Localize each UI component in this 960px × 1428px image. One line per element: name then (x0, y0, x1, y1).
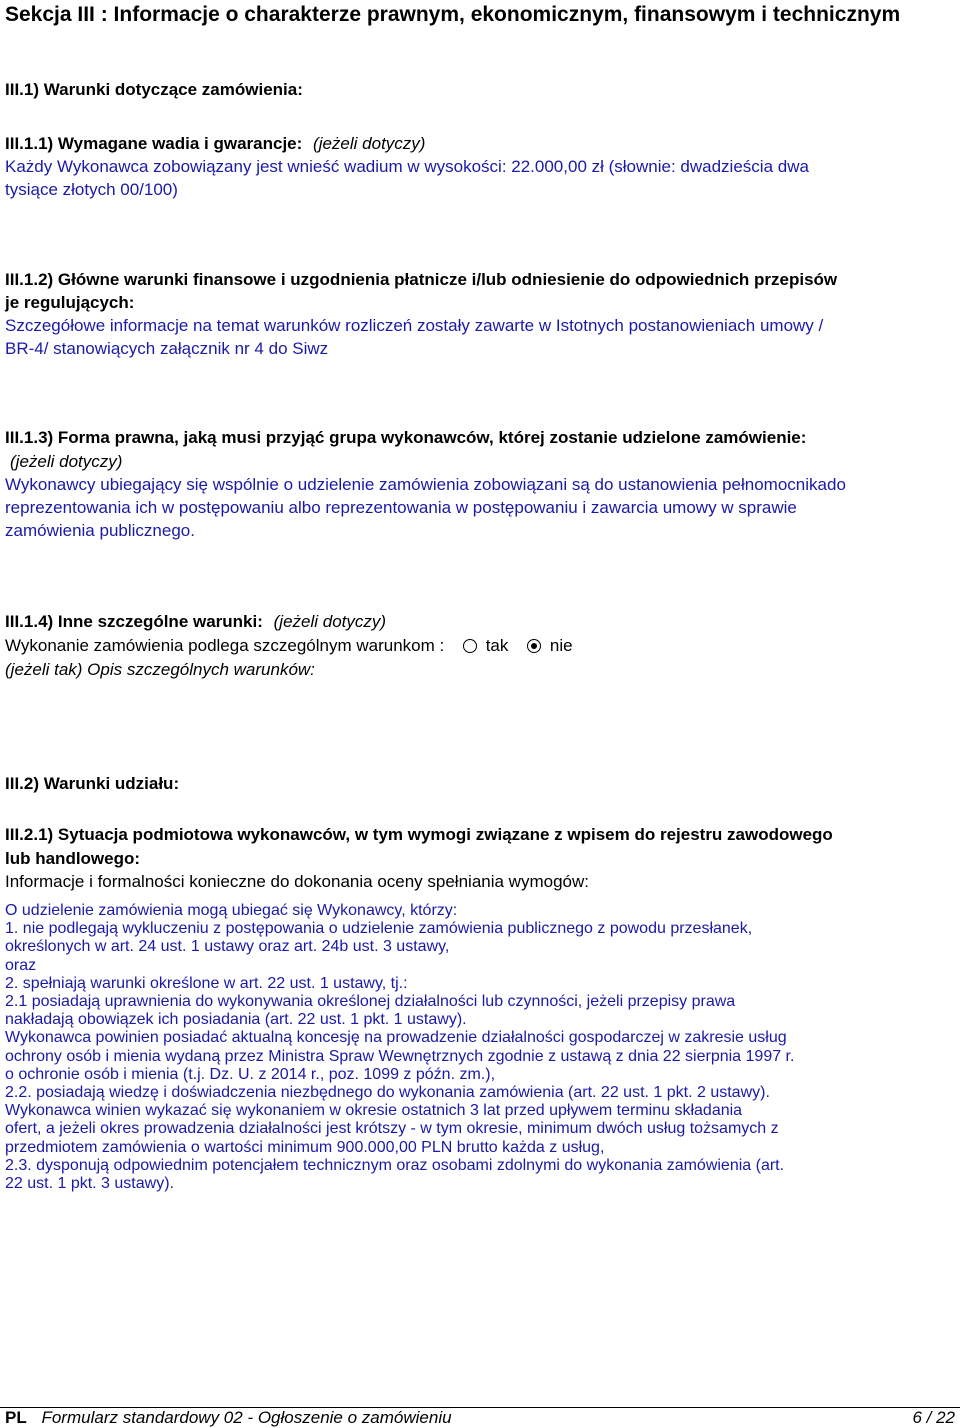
heading-III-1-2-line2: je regulujących: (5, 293, 135, 312)
heading-III-1-4-note: (jeżeli dotyczy) (273, 612, 387, 631)
heading-III-2: III.2) Warunki udziału: (5, 774, 180, 793)
section-title: Sekcja III : Informacje o charakterze prawnym, ekonomicznym, finansowym i technicznym (5, 3, 901, 26)
requirements-line: nakładają obowiązek ich posiadania (art. 22 ust. 1 pkt. 1 ustawy). (5, 1011, 467, 1029)
footer-left (5, 1408, 452, 1428)
legal-form-line-1: Wykonawcy ubiegający się wspólnie o udzielenie zamówienia zobowiązani są do ustanowienia pełnomocnikado (5, 475, 846, 494)
wadium-line-2: tysiące złotych 00/100) (5, 180, 178, 199)
requirements-intro: Informacje i formalności konieczne do dokonania oceny spełniania wymogów: (5, 872, 589, 891)
requirements-line: przedmiotem zamówienia o wartości minimum 900.000,00 PLN brutto każda z usług, (5, 1138, 605, 1156)
heading-III-1-1-note: (jeżeli dotyczy) (313, 134, 426, 153)
requirements-line: Wykonawca powinien posiadać aktualną koncesję na prowadzenie działalności gospodarczej w zakresie usług (5, 1029, 787, 1047)
requirements-line: 22 ust. 1 pkt. 3 ustawy). (5, 1175, 174, 1193)
radio-tak-label: tak (485, 636, 509, 655)
wadium-line-1: Każdy Wykonawca zobowiązany jest wnieść wadium w wysokości: 22.000,00 zł (słownie: dwadzieścia dwa (5, 157, 809, 176)
special-conditions-row (5, 636, 573, 656)
finance-line-1: Szczegółowe informacje na temat warunków rozliczeń zostały zawarte w Istotnych postanowieniach umowy / (5, 316, 824, 335)
footer-page-number: 6 / 22 (912, 1408, 955, 1427)
requirements-line: ochrony osób i mienia wydaną przez Ministra Spraw Wewnętrznych zgodnie z ustawą z dnia 22 sierpnia 1997 r. (5, 1047, 795, 1065)
special-conditions-question: Wykonanie zamówienia podlega szczególnym warunkom : (5, 636, 445, 655)
requirements-line: O udzielenie zamówienia mogą ubiegać się Wykonawcy, którzy: (5, 902, 458, 919)
requirements-line: 2. spełniają warunki określone w art. 22 ust. 1 ustawy, tj.: (5, 974, 408, 992)
legal-form-line-2: reprezentowania ich w postępowaniu albo reprezentowania w postępowaniu i zawarcia umowy w sprawie (5, 498, 797, 517)
requirements-line: oraz (5, 956, 37, 974)
requirements-line: Wykonawca winien wykazać się wykonaniem w okresie ostatnich 3 lat przed upływem terminu składania (5, 1102, 743, 1120)
requirements-line: 2.1 posiadają uprawnienia do wykonywania określonej działalności lub czynności, jeżeli przepisy prawa (5, 993, 736, 1011)
heading-III-2-1-line2: lub handlowego: (5, 849, 141, 868)
heading-III-1-4-text: III.1.4) Inne szczególne warunki: (5, 612, 263, 631)
heading-III-1-3: III.1.3) Forma prawna, jaką musi przyjąć grupa wykonawców, której zostanie udzielone zamówienie: (5, 428, 807, 447)
radio-nie-label: nie (549, 636, 573, 655)
heading-III-1: III.1) Warunki dotyczące zamówienia: (5, 80, 303, 99)
radio-tak[interactable] (463, 639, 477, 653)
requirements-line: 2.2. posiadają wiedzę i doświadczenia niezbędnego do wykonania zamówienia (art. 22 ust. 1 pkt. 2 ustawy). (5, 1084, 770, 1102)
footer-lang: PL (5, 1408, 27, 1427)
requirements-line: 1. nie podlegają wykluczeniu z postępowania o udzielenie zamówienia publicznego z powodu przesłanek, (5, 920, 753, 938)
heading-III-1-1 (5, 134, 425, 154)
heading-III-1-2-line1: III.1.2) Główne warunki finansowe i uzgodnienia płatnicze i/lub odniesienie do odpowiednich przepisów (5, 270, 838, 289)
heading-III-1-1-text: III.1.1) Wymagane wadia i gwarancje: (5, 134, 303, 153)
footer-form-name: Formularz standardowy 02 - Ogłoszenie o zamówieniu (41, 1408, 452, 1427)
requirements-line: ofert, a jeżeli okres prowadzenia działalności jest krótszy - w tym okresie, minimum dwóch usług tożsamych z (5, 1120, 779, 1138)
requirements-block (5, 902, 794, 1193)
legal-form-line-3: zamówienia publicznego. (5, 521, 195, 540)
heading-III-1-4 (5, 612, 386, 632)
requirements-line: 2.3. dysponują odpowiednim potencjałem technicznym oraz osobami zdolnymi do wykonania zamówienia (art. (5, 1156, 785, 1174)
special-conditions-desc-label: (jeżeli tak) Opis szczególnych warunków: (5, 660, 315, 679)
radio-nie[interactable] (527, 639, 541, 653)
finance-line-2: BR-4/ stanowiących załącznik nr 4 do Siwz (5, 339, 329, 358)
requirements-line: o ochronie osób i mienia (t.j. Dz. U. z 2014 r., poz. 1099 z późn. zm.), (5, 1065, 496, 1083)
requirements-line: określonych w art. 24 ust. 1 ustawy oraz art. 24b ust. 3 ustawy, (5, 938, 450, 956)
heading-III-1-3-note: (jeżeli dotyczy) (10, 452, 123, 471)
heading-III-2-1-line1: III.2.1) Sytuacja podmiotowa wykonawców, w tym wymogi związane z wpisem do rejestru zawodowego (5, 825, 833, 844)
